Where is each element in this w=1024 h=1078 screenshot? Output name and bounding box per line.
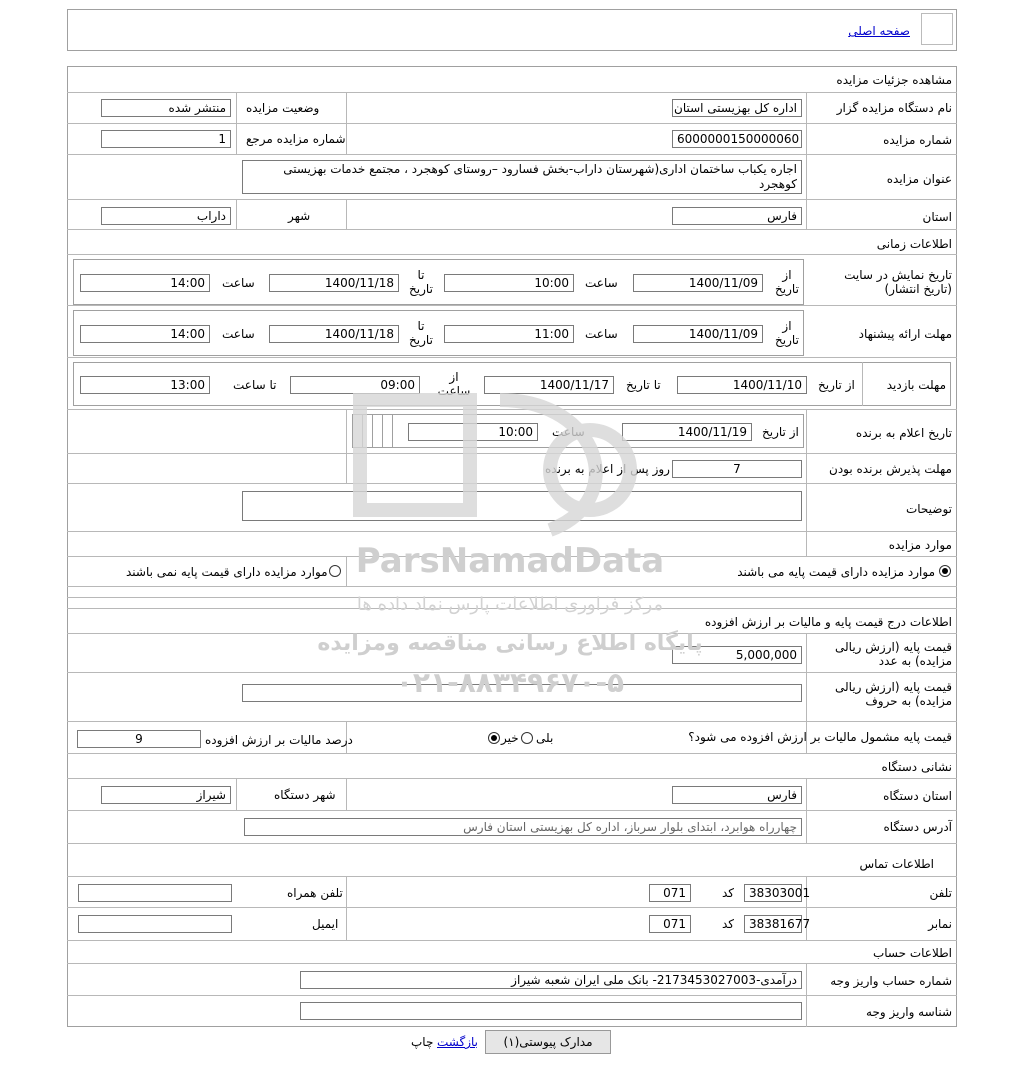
- vat-yes-radio[interactable]: [521, 732, 533, 744]
- title-label: عنوان مزایده: [886, 172, 952, 186]
- phone-label: تلفن: [929, 886, 952, 900]
- row-divider: [67, 995, 957, 996]
- offer-from-time[interactable]: 11:00: [444, 325, 574, 343]
- row-divider: [67, 633, 957, 634]
- ref-label: شماره مزایده مرجع: [246, 132, 346, 146]
- contact-title: اطلاعات تماس: [859, 857, 934, 871]
- row-divider: [67, 357, 957, 358]
- mid-divider: [346, 409, 347, 483]
- with-base-price-radio[interactable]: [939, 565, 951, 577]
- number-label: شماره مزایده: [883, 133, 952, 147]
- row-divider: [67, 254, 957, 255]
- display-to-date[interactable]: 1400/11/18: [269, 274, 399, 292]
- status-label: وضعیت مزایده: [246, 101, 320, 115]
- org-province-label: استان دستگاه: [883, 789, 952, 803]
- logo-placeholder: [921, 13, 953, 45]
- winner-date[interactable]: 1400/11/19: [622, 423, 752, 441]
- row-divider: [67, 123, 957, 124]
- email-field[interactable]: [78, 915, 232, 933]
- display-from-date[interactable]: 1400/11/09: [633, 274, 763, 292]
- visit-to-time[interactable]: 13:00: [80, 376, 210, 394]
- row-divider: [67, 608, 957, 609]
- winner-time-label: ساعت: [552, 425, 585, 439]
- org-province-field[interactable]: فارس: [672, 786, 802, 804]
- accept-suffix: روز پس از اعلام به برنده: [545, 462, 670, 476]
- deposit-id-field[interactable]: [300, 1002, 802, 1020]
- visit-from-date[interactable]: 1400/11/10: [677, 376, 807, 394]
- row-divider: [67, 843, 957, 844]
- print-link[interactable]: چاپ: [411, 1035, 434, 1049]
- winner-cell-divider: [372, 414, 373, 448]
- row-divider: [67, 597, 957, 598]
- row-divider: [67, 778, 957, 779]
- ref-field[interactable]: 1: [101, 130, 231, 148]
- account-label: شماره حساب واریز وجه: [830, 974, 952, 988]
- fax-label: نمابر: [928, 917, 952, 931]
- city-label: شهر: [288, 209, 311, 223]
- display-to-time[interactable]: 14:00: [80, 274, 210, 292]
- winner-cell-divider: [382, 414, 383, 448]
- pricing-title: اطلاعات درج قیمت پایه و مالیات بر ارزش افزوده: [704, 615, 952, 629]
- row-divider: [67, 305, 957, 306]
- org-label: نام دستگاه مزایده گزار: [836, 101, 952, 115]
- mobile-label: تلفن همراه: [287, 886, 343, 900]
- base-words-label: قیمت پایه (ارزش ریالی مزایده) به حروف: [835, 680, 952, 708]
- winner-time[interactable]: 10:00: [408, 423, 538, 441]
- winner-label: تاریخ اعلام به برنده: [855, 426, 952, 440]
- visit-to-label: تا تاریخ: [626, 378, 661, 392]
- header-bar: [67, 9, 957, 51]
- accept-label: مهلت پذیرش برنده بودن: [829, 462, 952, 476]
- visit-to-date[interactable]: 1400/11/17: [484, 376, 614, 394]
- fax-field[interactable]: 38381677: [744, 915, 802, 933]
- attachments-button[interactable]: مدارک پیوستی(۱): [485, 1030, 611, 1054]
- offer-from-label: از تاریخ: [775, 319, 799, 347]
- mid-divider: [346, 876, 347, 940]
- org-address-label: آدرس دستگاه: [883, 820, 952, 834]
- row-divider: [67, 483, 957, 484]
- row-divider: [67, 453, 957, 454]
- with-base-price-label: موارد مزایده دارای قیمت پایه می باشند: [737, 565, 935, 579]
- mid-divider: [346, 556, 347, 586]
- status-field[interactable]: منتشر شده: [101, 99, 231, 117]
- org-city-field[interactable]: شیراز: [101, 786, 231, 804]
- row-divider: [67, 531, 957, 532]
- home-link[interactable]: صفحه اصلی: [848, 24, 910, 38]
- offer-to-time[interactable]: 14:00: [80, 325, 210, 343]
- org-city-label: شهر دستگاه: [274, 788, 336, 802]
- email-label: ایمیل: [312, 917, 339, 931]
- back-link[interactable]: بازگشت: [437, 1035, 478, 1049]
- row-divider: [67, 672, 957, 673]
- offer-to-date[interactable]: 1400/11/18: [269, 325, 399, 343]
- base-words-field[interactable]: [242, 684, 802, 702]
- winner-cell-divider: [362, 414, 363, 448]
- row-divider: [67, 940, 957, 941]
- mobile-field[interactable]: [78, 884, 232, 902]
- phone-code-field[interactable]: 071: [649, 884, 691, 902]
- vat-percent-field[interactable]: 9: [77, 730, 201, 748]
- row-divider: [67, 229, 957, 230]
- title-field[interactable]: اجاره یکباب ساختمان اداری(شهرستان داراب-بخش فسارود –روستای کوهجرد ، مجتمع خدمات بهزیستی کوهجرد: [242, 160, 802, 194]
- offer-from-time-label: ساعت: [585, 327, 618, 341]
- row-divider: [67, 963, 957, 964]
- visit-from-label: از تاریخ: [818, 378, 855, 392]
- label-divider: [806, 92, 807, 229]
- visit-divider: [862, 362, 863, 406]
- offer-label: مهلت ارائه پیشنهاد: [858, 327, 952, 341]
- city-field[interactable]: داراب: [101, 207, 231, 225]
- watermark-line2: پایگاه اطلاع رسانی مناقصه ومزایده: [317, 631, 703, 656]
- display-label: تاریخ نمایش در سایت (تاریخ انتشار): [844, 268, 952, 296]
- vat-no-radio[interactable]: [488, 732, 500, 744]
- phone-code-label: کد: [722, 886, 735, 900]
- display-from-time[interactable]: 10:00: [444, 274, 574, 292]
- mid-divider: [346, 778, 347, 810]
- row-divider: [67, 409, 957, 410]
- desc-label: توضیحات: [905, 502, 952, 516]
- display-from-time-label: ساعت: [585, 276, 618, 290]
- row-divider: [67, 753, 957, 754]
- vat-yes-label: بلی: [536, 731, 554, 745]
- row-divider: [67, 199, 957, 200]
- items-title: موارد مزایده: [888, 538, 952, 552]
- desc-field[interactable]: [242, 491, 802, 521]
- phone-field[interactable]: 38303001: [744, 884, 802, 902]
- row-divider: [67, 810, 957, 811]
- account-field[interactable]: درآمدی-2173453027003- بانک ملی ایران شعبه شیراز: [300, 971, 802, 989]
- without-base-price-radio[interactable]: [329, 565, 341, 577]
- offer-from-date[interactable]: 1400/11/09: [633, 325, 763, 343]
- address-title: نشانی دستگاه: [881, 760, 952, 774]
- mid-divider: [236, 199, 237, 229]
- deposit-id-label: شناسه واریز وجه: [866, 1005, 952, 1019]
- row-divider: [67, 92, 957, 93]
- display-from-label: از تاریخ: [775, 268, 799, 296]
- display-to-time-label: ساعت: [222, 276, 255, 290]
- watermark-brand: ParsNamadData: [355, 541, 665, 581]
- vat-no-label: خیر: [501, 731, 519, 745]
- org-address-field[interactable]: چهارراه هوابرد، ابتدای بلوار سرباز، اداره کل بهزیستی استان فارس: [244, 818, 802, 836]
- province-label: استان: [922, 210, 952, 224]
- visit-to-time-label: تا ساعت: [233, 378, 277, 392]
- visit-label: مهلت بازدید: [886, 378, 946, 392]
- mid-divider: [236, 778, 237, 810]
- base-num-field[interactable]: 5,000,000: [672, 646, 802, 664]
- offer-to-label: تا تاریخ: [409, 319, 433, 347]
- row-divider: [67, 876, 957, 877]
- row-divider: [67, 556, 957, 557]
- base-num-label: قیمت پایه (ارزش ریالی مزایده) به عدد: [835, 640, 952, 668]
- section-title: مشاهده جزئیات مزایده: [836, 73, 952, 87]
- row-divider: [67, 586, 957, 587]
- winner-cell-divider: [392, 414, 393, 448]
- visit-from-time-label: از ساعت: [437, 370, 471, 398]
- org-field[interactable]: اداره کل بهزیستی استان: [672, 99, 802, 117]
- visit-from-time[interactable]: 09:00: [290, 376, 420, 394]
- row-divider: [67, 154, 957, 155]
- watermark-line1: مرکز فراوری اطلاعات پارس نماد داده ها: [356, 594, 664, 615]
- offer-to-time-label: ساعت: [222, 327, 255, 341]
- province-field[interactable]: فارس: [672, 207, 802, 225]
- account-title: اطلاعات حساب: [872, 946, 952, 960]
- accept-days-field[interactable]: 7: [672, 460, 802, 478]
- row-divider: [67, 721, 957, 722]
- vat-percent-label: درصد مالیات بر ارزش افزوده: [205, 733, 353, 747]
- number-field[interactable]: 6000000150000060: [672, 130, 802, 148]
- winner-from-label: از تاریخ: [762, 425, 799, 439]
- without-base-price-label: موارد مزایده دارای قیمت پایه نمی باشند: [126, 565, 328, 579]
- watermark-phone: ۰۲۱-۸۸۳۴۹۶۷۰-۵: [395, 666, 625, 699]
- fax-code-field[interactable]: 071: [649, 915, 691, 933]
- vat-question: قیمت پایه مشمول مالیات بر ارزش افزوده می شود؟: [688, 730, 952, 744]
- row-divider: [67, 907, 957, 908]
- timing-title: اطلاعات زمانی: [876, 237, 952, 251]
- mid-divider: [346, 199, 347, 229]
- display-to-label: تا تاریخ: [409, 268, 433, 296]
- fax-code-label: کد: [722, 917, 735, 931]
